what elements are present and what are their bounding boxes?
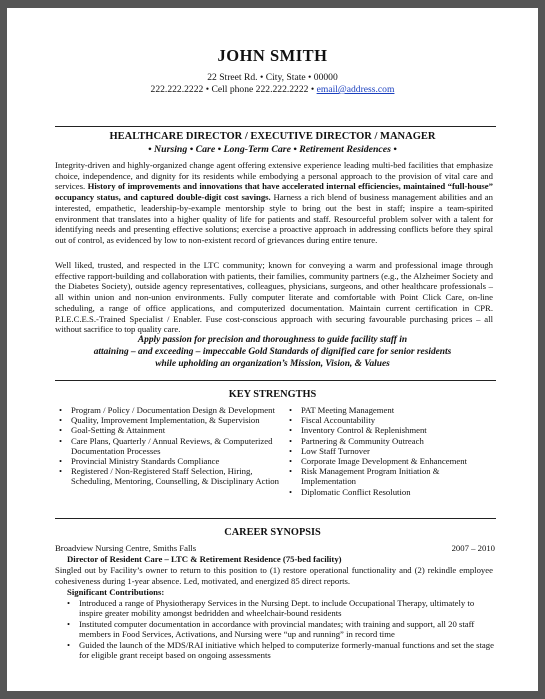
summary-highlight: History of improvements and innovations that have accelerated internal efficiencies, maintained “full-house” occupancy status, and captured double-digit cost savings. <box>55 181 493 203</box>
strength-item: • Low Staff Turnover <box>289 446 489 456</box>
email-link[interactable]: email@address.com <box>316 84 395 95</box>
contribution-item: • Instituted computer documentation in accordance with provincial mandates; with training and support, all 20 staff members in Food Services, Activations, and Nursing were “up and running” in record time <box>67 619 495 640</box>
strength-item: • Partnering & Community Outreach <box>289 436 489 446</box>
strength-item: • PAT Meeting Management <box>289 405 489 415</box>
headline: HEALTHCARE DIRECTOR / EXECUTIVE DIRECTOR / MANAGER <box>109 131 436 142</box>
quote-line-3: while upholding an organization’s Mission, Vision, & Values <box>155 359 390 369</box>
job-title: Director of Resident Care – LTC & Retirement Residence (75-bed facility) <box>67 554 342 564</box>
contributions-list <box>67 598 495 660</box>
strength-item: • Risk Management Program Initiation & Implementation <box>289 466 489 486</box>
resume-page <box>7 8 538 691</box>
header-divider <box>55 126 496 127</box>
strength-item: • Provincial Ministry Standards Compliance <box>59 456 289 466</box>
phone-text: 222.222.2222 • Cell phone 222.222.2222 • <box>150 84 317 95</box>
career-divider <box>55 518 496 519</box>
summary-text-a: Integrity-driven and highly-organized change agent offering extensive experience leading multi-bed facilities that emphasize choice, independence, and dignity for its residents while embodying a personal approach to the provision of vital care and services. <box>55 160 493 192</box>
contribution-item: • Introduced a range of Physiotherapy Services in the Nursing Dept. to include Occupational Therapy, ultimately to inspire greater mobility amongst bedridden and wheelchair-bound residents <box>67 598 495 619</box>
job-description: Singled out by Facility’s owner to return to this position to (1) restore operational functionality and (2) rekindle employee cohesiveness during 1-year absence. Led, motivated, and energized 85 direct reports. <box>55 565 493 586</box>
contact-line <box>7 84 538 95</box>
strengths-right-list <box>289 405 489 497</box>
candidate-name: JOHN SMITH <box>217 46 328 65</box>
strength-item: • Diplomatic Conflict Resolution <box>289 487 489 497</box>
employer-name: Broadview Nursing Centre, Smiths Falls <box>55 543 197 553</box>
quote-line-1: Apply passion for precision and thoroughness to guide facility staff in <box>137 335 408 345</box>
strength-item: • Corporate Image Development & Enhancement <box>289 456 489 466</box>
strengths-left-list <box>59 405 289 487</box>
strength-item: • Fiscal Accountability <box>289 415 489 425</box>
strengths-divider <box>55 380 496 381</box>
strength-item: • Goal-Setting & Attainment <box>59 425 289 435</box>
strength-item: • Registered / Non-Registered Staff Selection, Hiring, Scheduling, Mentoring, Counselling, & Disciplinary Action <box>59 466 289 486</box>
strength-item: • Care Plans, Quarterly / Annual Reviews, & Computerized Documentation Processes <box>59 436 289 456</box>
career-heading: CAREER SYNOPSIS <box>224 527 321 538</box>
specialty-subline: • Nursing • Care • Long-Term Care • Retirement Residences • <box>148 144 397 155</box>
strengths-heading: KEY STRENGTHS <box>228 389 317 400</box>
strength-item: • Program / Policy / Documentation Design & Development <box>59 405 289 415</box>
quote-line-2: attaining – and exceeding – impeccable Gold Standards of dignified care for senior residents <box>93 347 452 357</box>
employment-dates: 2007 – 2010 <box>451 543 495 553</box>
summary-text-c: Harness a rich blend of business management abilities and an interested, empathetic, leadership-by-example mentorship style to bring out the best in staff; inspire a team-spirited environment that translates into a higher quality of life for patients and staff. Resourceful problem solver with a talent for identifying needs and presenting effective solutions; exercise a proactive approach in addressing conflicts before they spiral out of control, as evidenced by low to non-existent record of grievances during entire tenure. <box>55 192 493 245</box>
address-line: 22 Street Rd. • City, State • 00000 <box>207 72 338 83</box>
strength-item: • Quality, Improvement Implementation, & Supervision <box>59 415 289 425</box>
summary-paragraph-1 <box>55 160 493 246</box>
strength-item: • Inventory Control & Replenishment <box>289 425 489 435</box>
summary-paragraph-2: Well liked, trusted, and respected in the LTC community; known for conveying a warm and professional image through effective rapport-building and collaboration with patients, their families, community partners (e.g., the Alzheimer Society and the Diabetes Society), outside agency representatives, colleagues, physicians, surgeons, and other healthcare professionals – all within union and non-union environments. Fully computer literate and comfortable with Point Click Care, on-line scheduling, a range of office applications, and computerized documentation. Maintain current certification in CPR. P.I.E.C.E.S.-Trained Specialist / Enabler. Fuse cost-conscious approach with securing favourable purchasing prices – all without sacrifice to top quality care. <box>55 260 493 335</box>
contribution-item: • Guided the launch of the MDS/RAI initiative which helped to computerize formerly-manual functions and set the stage for eligible grant receipt based on ongoing assessments <box>67 640 495 661</box>
contributions-heading: Significant Contributions: <box>67 587 165 597</box>
